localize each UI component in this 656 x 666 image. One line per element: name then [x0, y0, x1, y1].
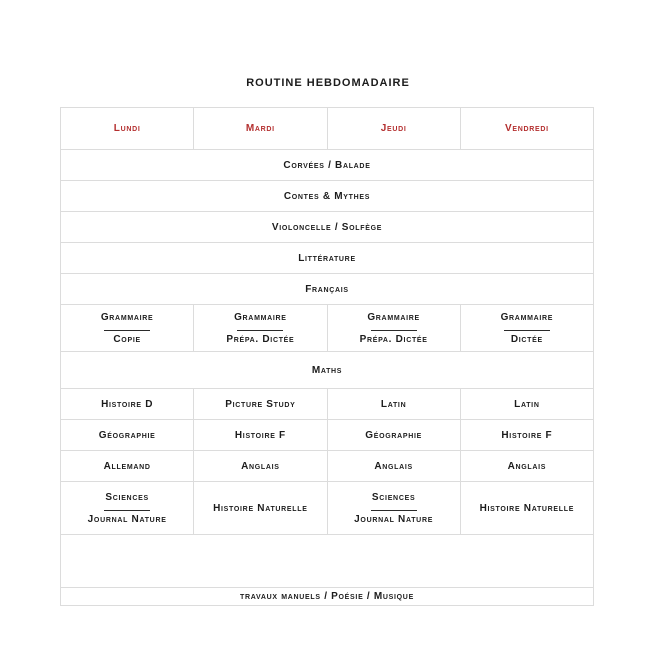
- separator-line: [504, 330, 550, 331]
- cell-jeudi: Géographie: [327, 420, 460, 451]
- schedule-row: [61, 420, 594, 451]
- row-litterature: Littérature: [61, 243, 594, 274]
- day-header-row: [61, 108, 594, 150]
- sciences-cell-jeudi: [327, 482, 460, 535]
- row-violoncelle: Violoncelle / Solfège: [61, 212, 594, 243]
- cell-mardi: Picture Study: [194, 389, 327, 420]
- grammaire-row: [61, 305, 594, 352]
- page-title: ROUTINE HEBDOMADAIRE: [246, 77, 410, 89]
- weekly-schedule-table: [60, 107, 594, 606]
- schedule-row: [61, 451, 594, 482]
- grammaire-top: Grammaire: [100, 311, 154, 323]
- day-header-mardi: Mardi: [194, 108, 327, 150]
- day-header-lundi: Lundi: [61, 108, 194, 150]
- separator-line: [104, 510, 150, 511]
- schedule-row: [61, 181, 594, 212]
- grammaire-bottom: Copie: [113, 333, 141, 345]
- row-francais: Français: [61, 274, 594, 305]
- row-corvees: Corvées / Balade: [61, 150, 594, 181]
- row-final: travaux manuels / Poésie / Musique: [61, 588, 594, 606]
- grammaire-top: Grammaire: [500, 311, 554, 323]
- schedule-row: [61, 212, 594, 243]
- cell-vendredi: Histoire F: [460, 420, 593, 451]
- cell-vendredi: Latin: [460, 389, 593, 420]
- separator-line: [104, 330, 150, 331]
- grammaire-cell-mardi: [194, 305, 327, 352]
- cell-jeudi: Latin: [327, 389, 460, 420]
- sciences-cell-lundi: [61, 482, 194, 535]
- schedule-row: [61, 389, 594, 420]
- grammaire-bottom: Prépa. Dictée: [359, 333, 428, 345]
- day-header-vendredi: Vendredi: [460, 108, 593, 150]
- grammaire-cell-vendredi: [460, 305, 593, 352]
- separator-line: [371, 330, 417, 331]
- empty-cell: [61, 535, 594, 588]
- sciences-top: Sciences: [105, 491, 149, 503]
- schedule-row: [61, 588, 594, 606]
- sciences-cell-vendredi: Histoire Naturelle: [460, 482, 593, 535]
- schedule-row: [61, 150, 594, 181]
- sciences-row: [61, 482, 594, 535]
- grammaire-top: Grammaire: [367, 311, 420, 323]
- cell-lundi: Histoire D: [61, 389, 194, 420]
- separator-line: [237, 330, 283, 331]
- grammaire-top: Grammaire: [234, 311, 287, 323]
- sciences-top: Sciences: [371, 491, 416, 503]
- row-contes: Contes & Mythes: [61, 181, 594, 212]
- schedule-row: [61, 243, 594, 274]
- sciences-bottom: Journal Nature: [87, 513, 167, 525]
- row-maths: Maths: [61, 352, 594, 389]
- separator-line: [371, 510, 417, 511]
- sciences-cell-mardi: Histoire Naturelle: [194, 482, 327, 535]
- grammaire-bottom: Dictée: [510, 333, 543, 345]
- day-header-jeudi: Jeudi: [327, 108, 460, 150]
- cell-jeudi: Anglais: [327, 451, 460, 482]
- cell-lundi: Géographie: [61, 420, 194, 451]
- empty-row: [61, 535, 594, 588]
- schedule-row: [61, 352, 594, 389]
- sciences-bottom: Journal Nature: [354, 513, 434, 525]
- cell-vendredi: Anglais: [460, 451, 593, 482]
- grammaire-cell-lundi: [61, 305, 194, 352]
- grammaire-cell-jeudi: [327, 305, 460, 352]
- cell-mardi: Histoire F: [194, 420, 327, 451]
- grammaire-bottom: Prépa. Dictée: [226, 333, 295, 345]
- schedule-row: [61, 274, 594, 305]
- cell-mardi: Anglais: [194, 451, 327, 482]
- cell-lundi: Allemand: [61, 451, 194, 482]
